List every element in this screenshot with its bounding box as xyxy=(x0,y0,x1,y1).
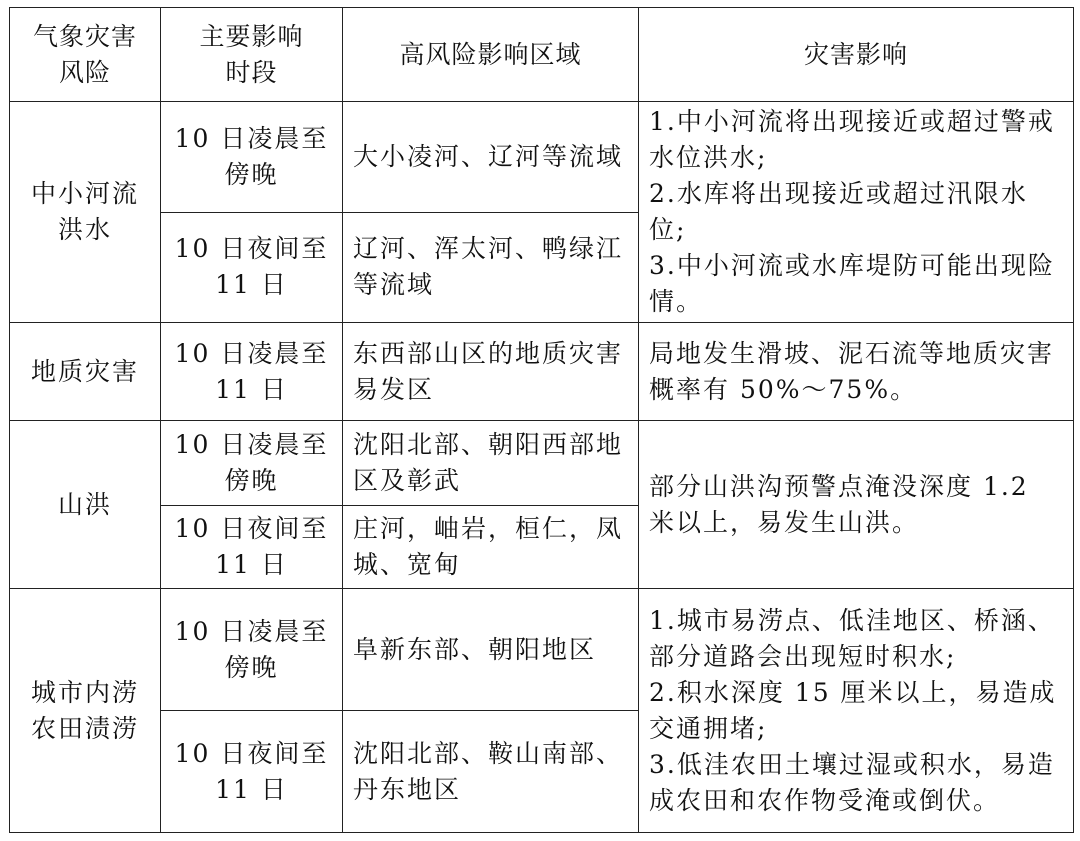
area-cell: 东西部山区的地质灾害易发区 xyxy=(343,323,639,421)
risk-cell: 城市内涝 农田渍涝 xyxy=(10,589,161,833)
area-cell: 庄河，岫岩，桓仁，凤城、宽甸 xyxy=(343,506,639,589)
table-row xyxy=(10,589,1074,711)
disaster-risk-table xyxy=(9,7,1074,833)
period-cell: 10 日凌晨至 11 日 xyxy=(161,323,343,421)
header-area: 高风险影响区域 xyxy=(343,8,639,102)
area-cell: 大小凌河、辽河等流域 xyxy=(343,102,639,213)
area-cell: 阜新东部、朝阳地区 xyxy=(343,589,639,711)
period-cell: 10 日夜间至 11 日 xyxy=(161,212,343,323)
impact-cell: 部分山洪沟预警点淹没深度 1.2 米以上，易发生山洪。 xyxy=(639,421,1074,589)
table-row xyxy=(10,102,1074,213)
table-row xyxy=(10,421,1074,506)
impact-cell: 局地发生滑坡、泥石流等地质灾害概率有 50%～75%。 xyxy=(639,323,1074,421)
period-cell: 10 日凌晨至 傍晚 xyxy=(161,421,343,506)
period-cell: 10 日凌晨至 傍晚 xyxy=(161,589,343,711)
area-cell: 沈阳北部、鞍山南部、丹东地区 xyxy=(343,711,639,833)
risk-cell: 地质灾害 xyxy=(10,323,161,421)
risk-cell: 山洪 xyxy=(10,421,161,589)
table-row xyxy=(10,323,1074,421)
period-cell: 10 日凌晨至 傍晚 xyxy=(161,102,343,213)
header-impact: 灾害影响 xyxy=(639,8,1074,102)
period-cell: 10 日夜间至 11 日 xyxy=(161,506,343,589)
area-cell: 辽河、浑太河、鸭绿江等流域 xyxy=(343,212,639,323)
header-period: 主要影响 时段 xyxy=(161,8,343,102)
impact-cell: 1.城市易涝点、低洼地区、桥涵、部分道路会出现短时积水; 2.积水深度 15 厘米以上，易造成交通拥堵; 3.低洼农田土壤过湿或积水，易造成农田和农作物受淹或倒伏。 xyxy=(639,589,1074,833)
header-row xyxy=(10,8,1074,102)
risk-cell: 中小河流 洪水 xyxy=(10,102,161,323)
impact-cell: 1.中小河流将出现接近或超过警戒水位洪水; 2.水库将出现接近或超过汛限水位; 3.中小河流或水库堤防可能出现险情。 xyxy=(639,102,1074,323)
header-risk: 气象灾害 风险 xyxy=(10,8,161,102)
area-cell: 沈阳北部、朝阳西部地区及彰武 xyxy=(343,421,639,506)
period-cell: 10 日夜间至 11 日 xyxy=(161,711,343,833)
